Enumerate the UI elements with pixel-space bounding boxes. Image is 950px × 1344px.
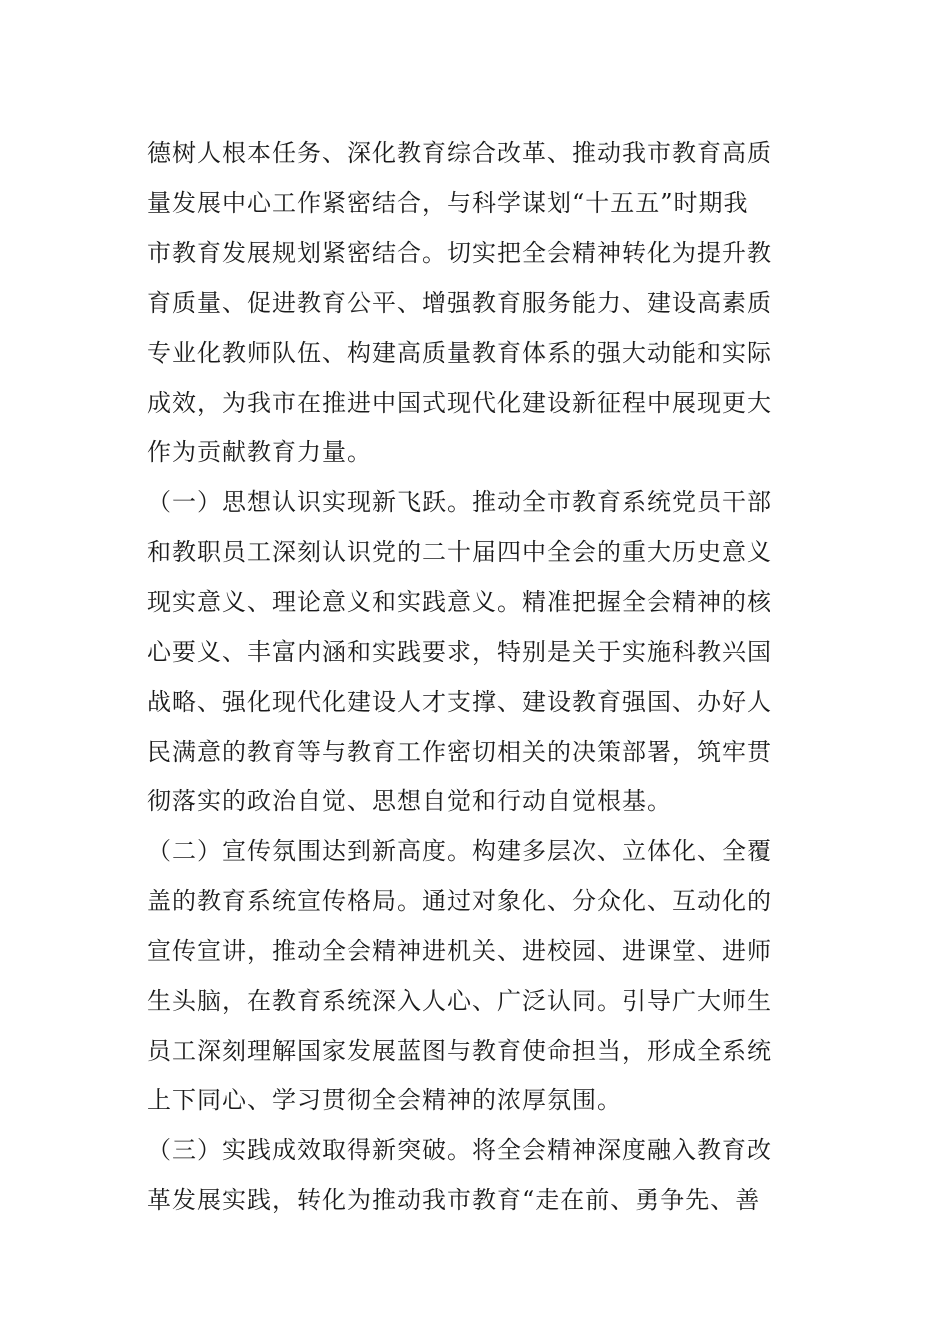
text-line: 员工深刻理解国家发展蓝图与教育使命担当，形成全系统 [147,1037,772,1065]
text-line: 战略、强化现代化建设人才支撑、建设教育强国、办好人 [147,688,772,716]
text-line: 成效，为我市在推进中国式现代化建设新征程中展现更大 [147,389,772,417]
text-line: 生头脑，在教育系统深入人心、广泛认同。引导广大师生 [147,987,772,1015]
text-line: 现实意义、理论意义和实践意义。精准把握全会精神的核 [147,588,772,616]
text-line: 市教育发展规划紧密结合。切实把全会精神转化为提升教 [147,239,772,267]
text-line: 德树人根本任务、深化教育综合改革、推动我市教育高质 [147,139,772,167]
text-line: 盖的教育系统宣传格局。通过对象化、分众化、互动化的 [147,887,772,915]
text-line: 育质量、促进教育公平、增强教育服务能力、建设高素质 [147,289,772,317]
text-line: 宣传宣讲，推动全会精神进机关、进校园、进课堂、进师 [147,937,772,965]
text-line: 和教职员工深刻认识党的二十届四中全会的重大历史意义 [147,538,772,566]
text-line: 民满意的教育等与教育工作密切相关的决策部署，筑牢贯 [147,738,772,766]
paragraph-heading-3: （三）实践成效取得新突破。将全会精神深度融入教育改 [147,1136,772,1164]
paragraph-heading-1: （一）思想认识实现新飞跃。推动全市教育系统党员干部 [147,488,772,516]
text-line: 作为贡献教育力量。 [147,438,372,466]
text-line: 量发展中心工作紧密结合，与科学谋划“十五五”时期我 [147,189,749,217]
text-line: 上下同心、学习贯彻全会精神的浓厚氛围。 [147,1086,622,1114]
text-line: 革发展实践，转化为推动我市教育“走在前、勇争先、善 [147,1186,761,1214]
text-line: 心要义、丰富内涵和实践要求，特别是关于实施科教兴国 [147,638,772,666]
text-line: 彻落实的政治自觉、思想自觉和行动自觉根基。 [147,787,672,815]
text-line: 专业化教师队伍、构建高质量教育体系的强大动能和实际 [147,339,772,367]
paragraph-heading-2: （二）宣传氛围达到新高度。构建多层次、立体化、全覆 [147,837,772,865]
